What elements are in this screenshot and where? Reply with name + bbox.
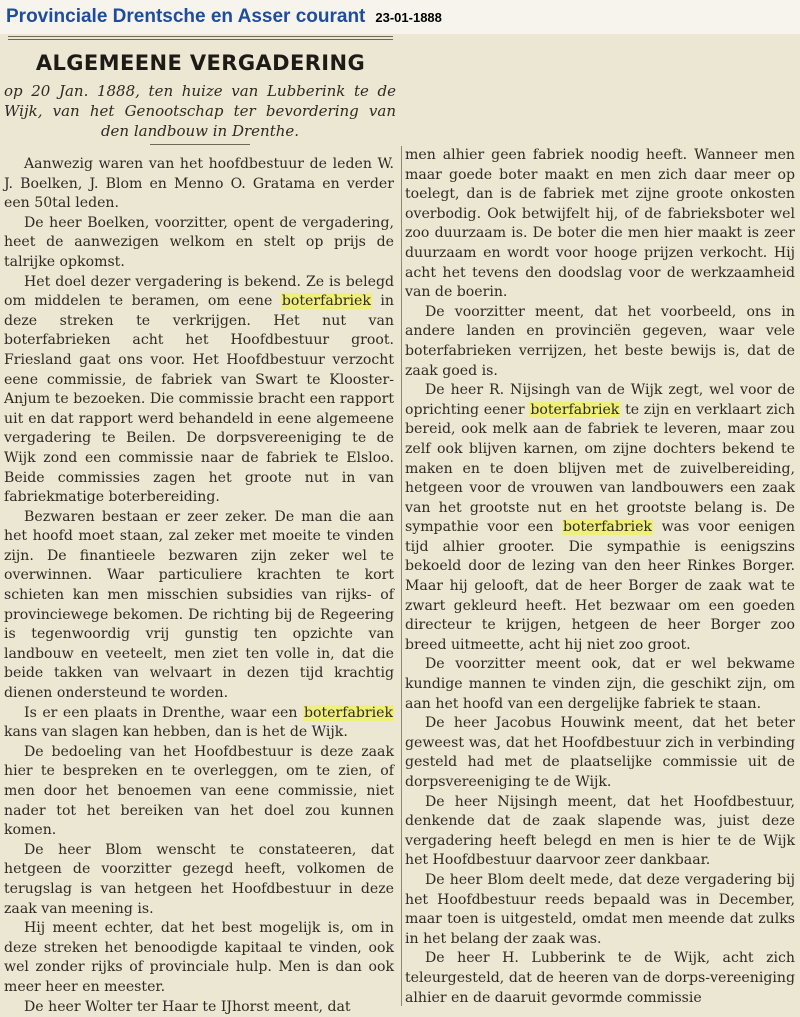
article-paragraph xyxy=(4,704,394,743)
paragraph-text: Hij meent echter, dat het best mogelijk is, om in deze streken het benoodigde kapitaal te vinden, ook wel zonder rijks of provinciale hulp. Men is dan ook meer heer en meester. xyxy=(4,920,394,995)
column-divider xyxy=(401,146,402,1006)
article-paragraph xyxy=(405,303,795,381)
article-paragraph xyxy=(4,998,394,1017)
paragraph-text: De heer H. Lubberink te de Wijk, acht zich teleurgesteld, dat de heeren van de dorps-vereeniging alhier en de daaruit gevormde commissie xyxy=(405,950,795,1006)
paragraph-text: De voorzitter meent, dat het voorbeeld, ons in andere landen en provinciën gegeven, waar vele boterfabrieken verrijzen, het beste bewijs is, dat de zaak goed is. xyxy=(405,303,795,379)
search-highlight: boterfabriek xyxy=(530,401,620,418)
top-rule xyxy=(8,36,393,37)
paragraph-text: De heer Jacobus Houwink meent, dat het beter geweest was, dat het Hoofdbestuur zich in verbinding gesteld had met de plaatselijke commissie uit de dorpsvereeniging te de Wijk. xyxy=(405,715,795,790)
article-paragraph xyxy=(405,655,795,714)
paragraph-text: Het doel dezer vergadering is bekend. Ze is belegd om middelen te beramen, om eene xyxy=(4,273,394,310)
paragraph-text: Is er een plaats in Drenthe, waar een xyxy=(24,704,303,721)
article-paragraph xyxy=(405,714,795,792)
paragraph-text: De heer Wolter ter Haar te IJhorst meent, dat xyxy=(24,998,351,1015)
paragraph-text: kans van slagen kan hebben, dan is het de Wijk. xyxy=(4,724,348,741)
paragraph-text: in deze streken te verkrijgen. Het nut van boterfabrieken acht het Hoofdbestuur groot. Friesland gaat ons voor. Het Hoofdbestuur verzocht eene commissie, de fabriek van Swart te Klooster-Anjum te bezoeken. Die commissie bracht een rapport uit en dat rapport werd behandeld in eene algemeene vergadering te Beilen. De dorpsvereeniging te de Wijk zond een commissie naar de fabriek te Elsloo. Beide commissies zagen het groote nut in van fabriekmatige boterbereiding. xyxy=(4,293,394,506)
paragraph-text: De heer Nijsingh meent, dat het Hoofdbestuur, denkende dat de zaak slapende was, juist deze vergadering heeft belegd en men is hier te de Wijk het Hoofdbestuur daarvoor zeer dankbaar. xyxy=(405,793,795,869)
paragraph-text: De heer Blom deelt mede, dat deze vergadering bij het Hoofdbestuur reeds bepaald was in December, maar toen is uitgesteld, omdat men meende dat zulks in het belang der zaak was. xyxy=(405,871,795,947)
article-paragraph xyxy=(4,155,394,214)
paragraph-text: De heer Boelken, voorzitter, opent de vergadering, heet de aanwezigen welkom en stelt op prijs de talrijke opkomst. xyxy=(4,214,394,270)
title-separator xyxy=(150,144,250,145)
search-highlight: boterfabriek xyxy=(281,293,371,310)
article-paragraph xyxy=(4,919,394,997)
search-highlight: boterfabriek xyxy=(303,704,393,721)
newspaper-name: Provinciale Drentsche en Asser courant xyxy=(6,6,366,27)
article-paragraph xyxy=(4,841,394,919)
article-paragraph xyxy=(4,214,394,273)
article-paragraph xyxy=(405,146,795,303)
publication-date: 23-01-1888 xyxy=(375,9,442,25)
article-paragraph xyxy=(405,793,795,871)
article-paragraph xyxy=(4,273,394,508)
paragraph-text: De heer Blom wenscht te constateeren, dat hetgeen de voorzitter gezegd heeft, volkomen de terugslag is van hetgeen het Hoofdbestuur in deze zaak van meening is. xyxy=(4,841,394,917)
paragraph-text: De heer R. Nijsingh van de Wijk zegt, wel voor de oprichting eener xyxy=(405,382,795,418)
article-paragraph xyxy=(405,381,795,655)
newspaper-clipping xyxy=(0,34,800,1015)
top-rule-double xyxy=(8,39,393,40)
article-paragraph xyxy=(405,949,795,1008)
paragraph-text: te zijn en verklaart zich bereid, ook melk aan de fabriek te leveren, maar zou zelf ook blijven karnen, om zijne dochters bekend te maken en te doen blijven met de zuivelbereiding, hetgeen voor de vrouwen van landbouwers een zaak van het grootste nut en het grootste belang is. De sympathie voor een xyxy=(405,401,795,536)
paragraph-text: Aanwezig waren van het hoofdbestuur de leden W. J. Boelken, J. Blom en Menno O. Gratama en verder een 50tal leden. xyxy=(4,156,394,212)
clipping-header xyxy=(0,0,800,34)
article-title: ALGEMEENE VERGADERING xyxy=(35,51,366,75)
paragraph-text: De bedoeling van het Hoofdbestuur is deze zaak hier te bespreken en te overleggen, om te zien, of men door het benoemen van eene commissie, niet nader tot het bereiken van het doel zou kunnen komen. xyxy=(4,743,394,839)
paragraph-text: men alhier geen fabriek noodig heeft. Wanneer men maar goede boter maakt en men zich daar meer op toelegt, dan is de fabriek met zijne groote onkosten overbodig. Ook betwijfelt hij, of de fabrieksboter wel zoo duurzaam is. De boter die men hier maakt is zeer duurzaam en wordt voor hooge prijzen verkocht. Hij acht het tevens den doodslag voor de werkzaamheid van de boerin. xyxy=(405,147,795,301)
article-paragraph xyxy=(405,871,795,949)
search-highlight: boterfabriek xyxy=(562,519,652,536)
article-paragraph xyxy=(4,743,394,841)
paragraph-text: De voorzitter meent ook, dat er wel bekwame kundige mannen te vinden zijn, die geschikt zijn, om aan het hoofd van een dergelijke fabriek te staan. xyxy=(405,656,795,712)
article-column-right xyxy=(405,146,795,1008)
article-paragraph xyxy=(4,508,394,704)
article-subtitle: op 20 Jan. 1888, ten huize van Lubberink te de Wijk, van het Genootschap ter bevordering van den landbouw in Drenthe. xyxy=(4,82,396,140)
paragraph-text: Bezwaren bestaan er zeer zeker. De man die aan het hoofd moet staan, zal zeker met moeite te vinden zijn. De finantieele bezwaren zijn zeker wel te overwinnen. Waar particuliere krachten te kort schieten kan men misschien subsidies van rijks- of provinciewege bekomen. De richting bij de Regeering is tegenwoordig vrij gunstig ten opzichte van landbouw en veeteelt, men ziet ten volle in, dat die beide takken van welvaart in dezen tijd krachtig dienen ondersteund te worden. xyxy=(4,508,394,702)
article-column-left xyxy=(4,155,394,1017)
paragraph-text: was voor eenigen tijd alhier grooter. Die sympathie is eenigszins bekoeld door de lezing van den heer Rinkes Borger. Maar hij gelooft, dat de heer Borger de zaak wat te zwart gekleurd heeft. Het bezwaar om een goeden directeur te krijgen, hetgeen de heer Borger zoo breed uitmeette, acht hij niet zoo groot. xyxy=(405,519,795,653)
